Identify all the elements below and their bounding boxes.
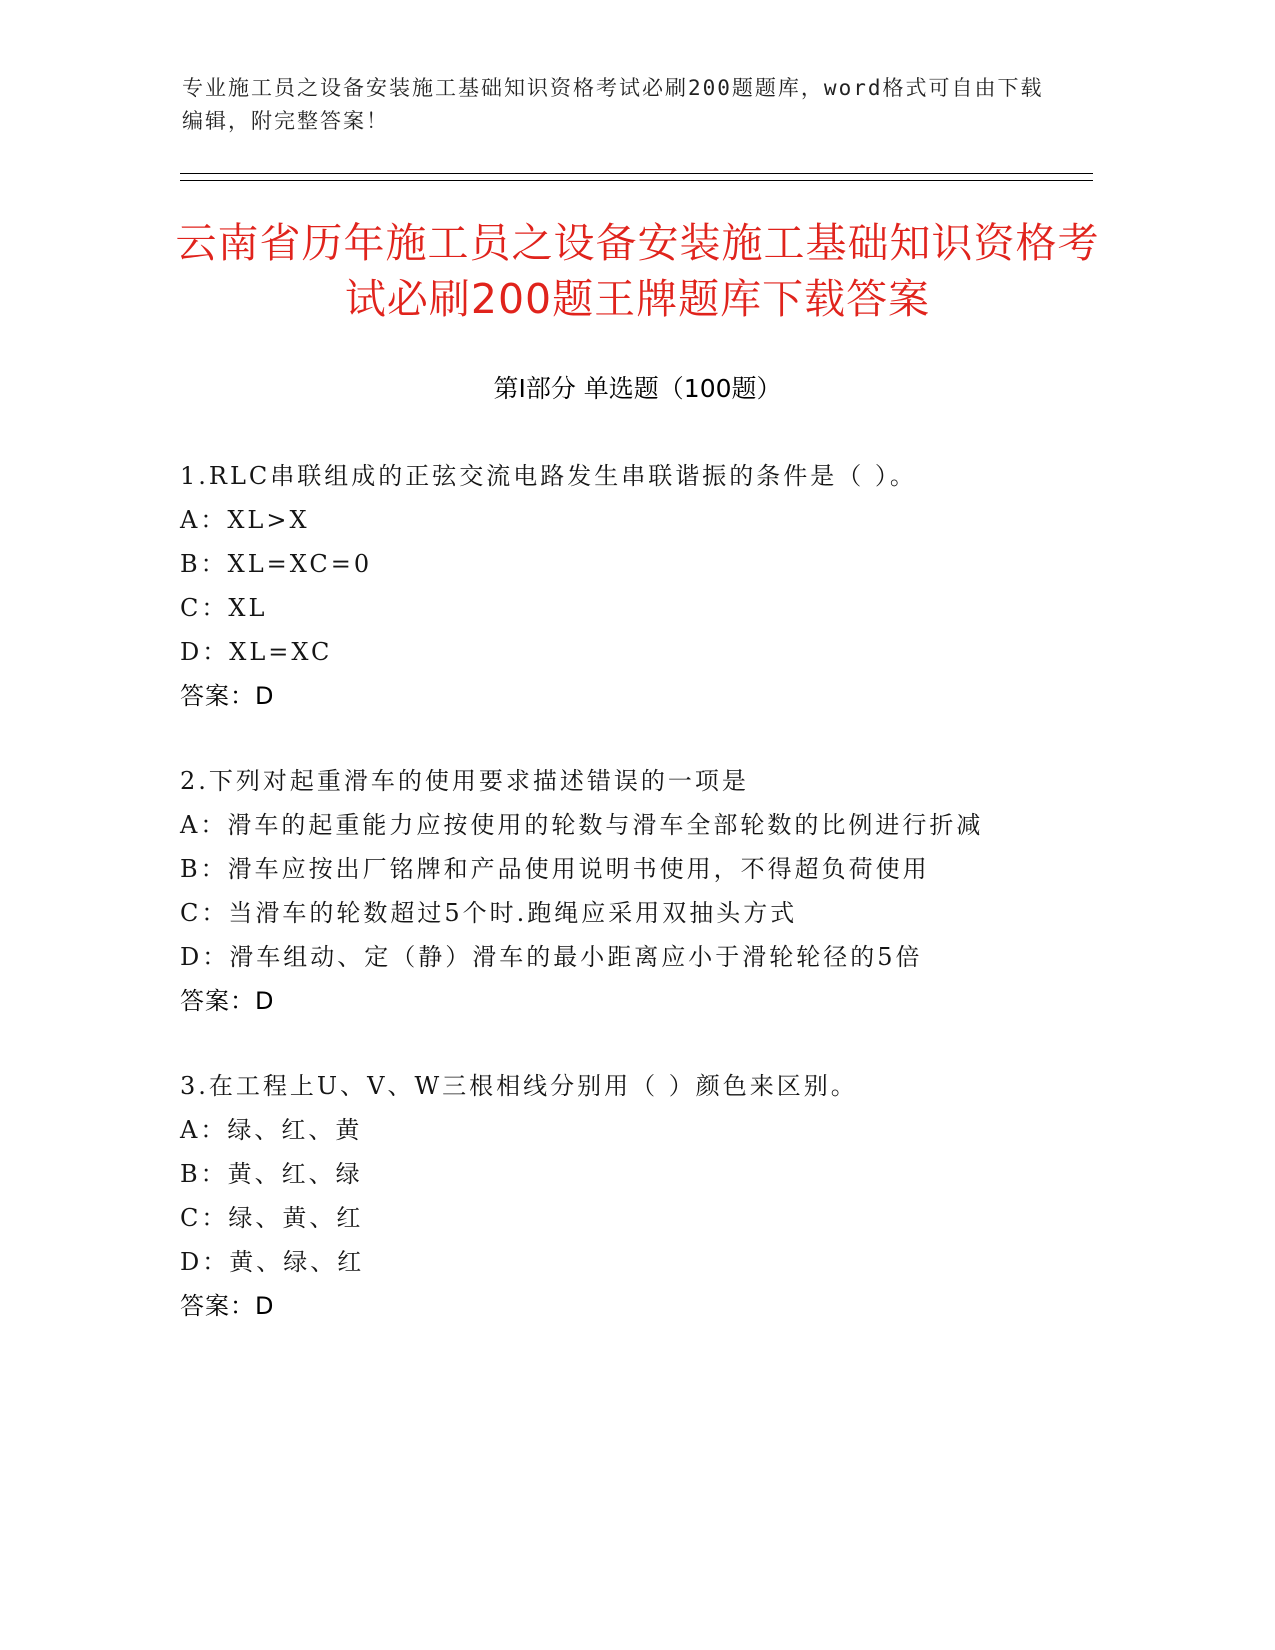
option-b: B：滑车应按出厂铭牌和产品使用说明书使用，不得超负荷使用 xyxy=(180,855,930,883)
question-3 xyxy=(180,1064,1080,1328)
question-2 xyxy=(180,759,1080,1023)
option-c: C：XL xyxy=(180,594,268,622)
question-stem: 2.下列对起重滑车的使用要求描述错误的一项是 xyxy=(180,767,749,795)
option-c: C：绿、黄、红 xyxy=(180,1204,364,1232)
answer: 答案：D xyxy=(180,1292,275,1320)
option-b: B：黄、红、绿 xyxy=(180,1160,363,1188)
option-a: A：绿、红、黄 xyxy=(180,1116,363,1144)
header-divider-top xyxy=(180,173,1093,174)
answer: 答案：D xyxy=(180,987,275,1015)
header-note: 专业施工员之设备安装施工基础知识资格考试必刷200题题库，word格式可自由下载编辑，附完整答案！ xyxy=(182,76,1044,133)
option-a: A：滑车的起重能力应按使用的轮数与滑车全部轮数的比例进行折减 xyxy=(180,811,984,839)
option-d: D：滑车组动、定（静）滑车的最小距离应小于滑轮轮径的5倍 xyxy=(180,943,923,971)
option-d: D：黄、绿、红 xyxy=(180,1248,365,1276)
question-stem: 1.RLC串联组成的正弦交流电路发生串联谐振的条件是（ ）。 xyxy=(180,462,917,490)
option-b: B：XL=XC=0 xyxy=(180,550,373,578)
option-c: C：当滑车的轮数超过5个时.跑绳应采用双抽头方式 xyxy=(180,899,798,927)
header-divider-bottom xyxy=(180,180,1093,181)
option-a: A：XL>X xyxy=(180,506,310,534)
section-heading: 第Ⅰ部分 单选题（100题） xyxy=(493,374,782,403)
question-1 xyxy=(180,454,1080,718)
option-d: D：XL=XC xyxy=(180,638,333,666)
answer: 答案：D xyxy=(180,682,275,710)
question-stem: 3.在工程上U、V、W三根相线分别用（ ）颜色来区别。 xyxy=(180,1072,858,1100)
document-title: 云南省历年施工员之设备安装施工基础知识资格考试必刷200题王牌题库下载答案 xyxy=(175,219,1100,323)
